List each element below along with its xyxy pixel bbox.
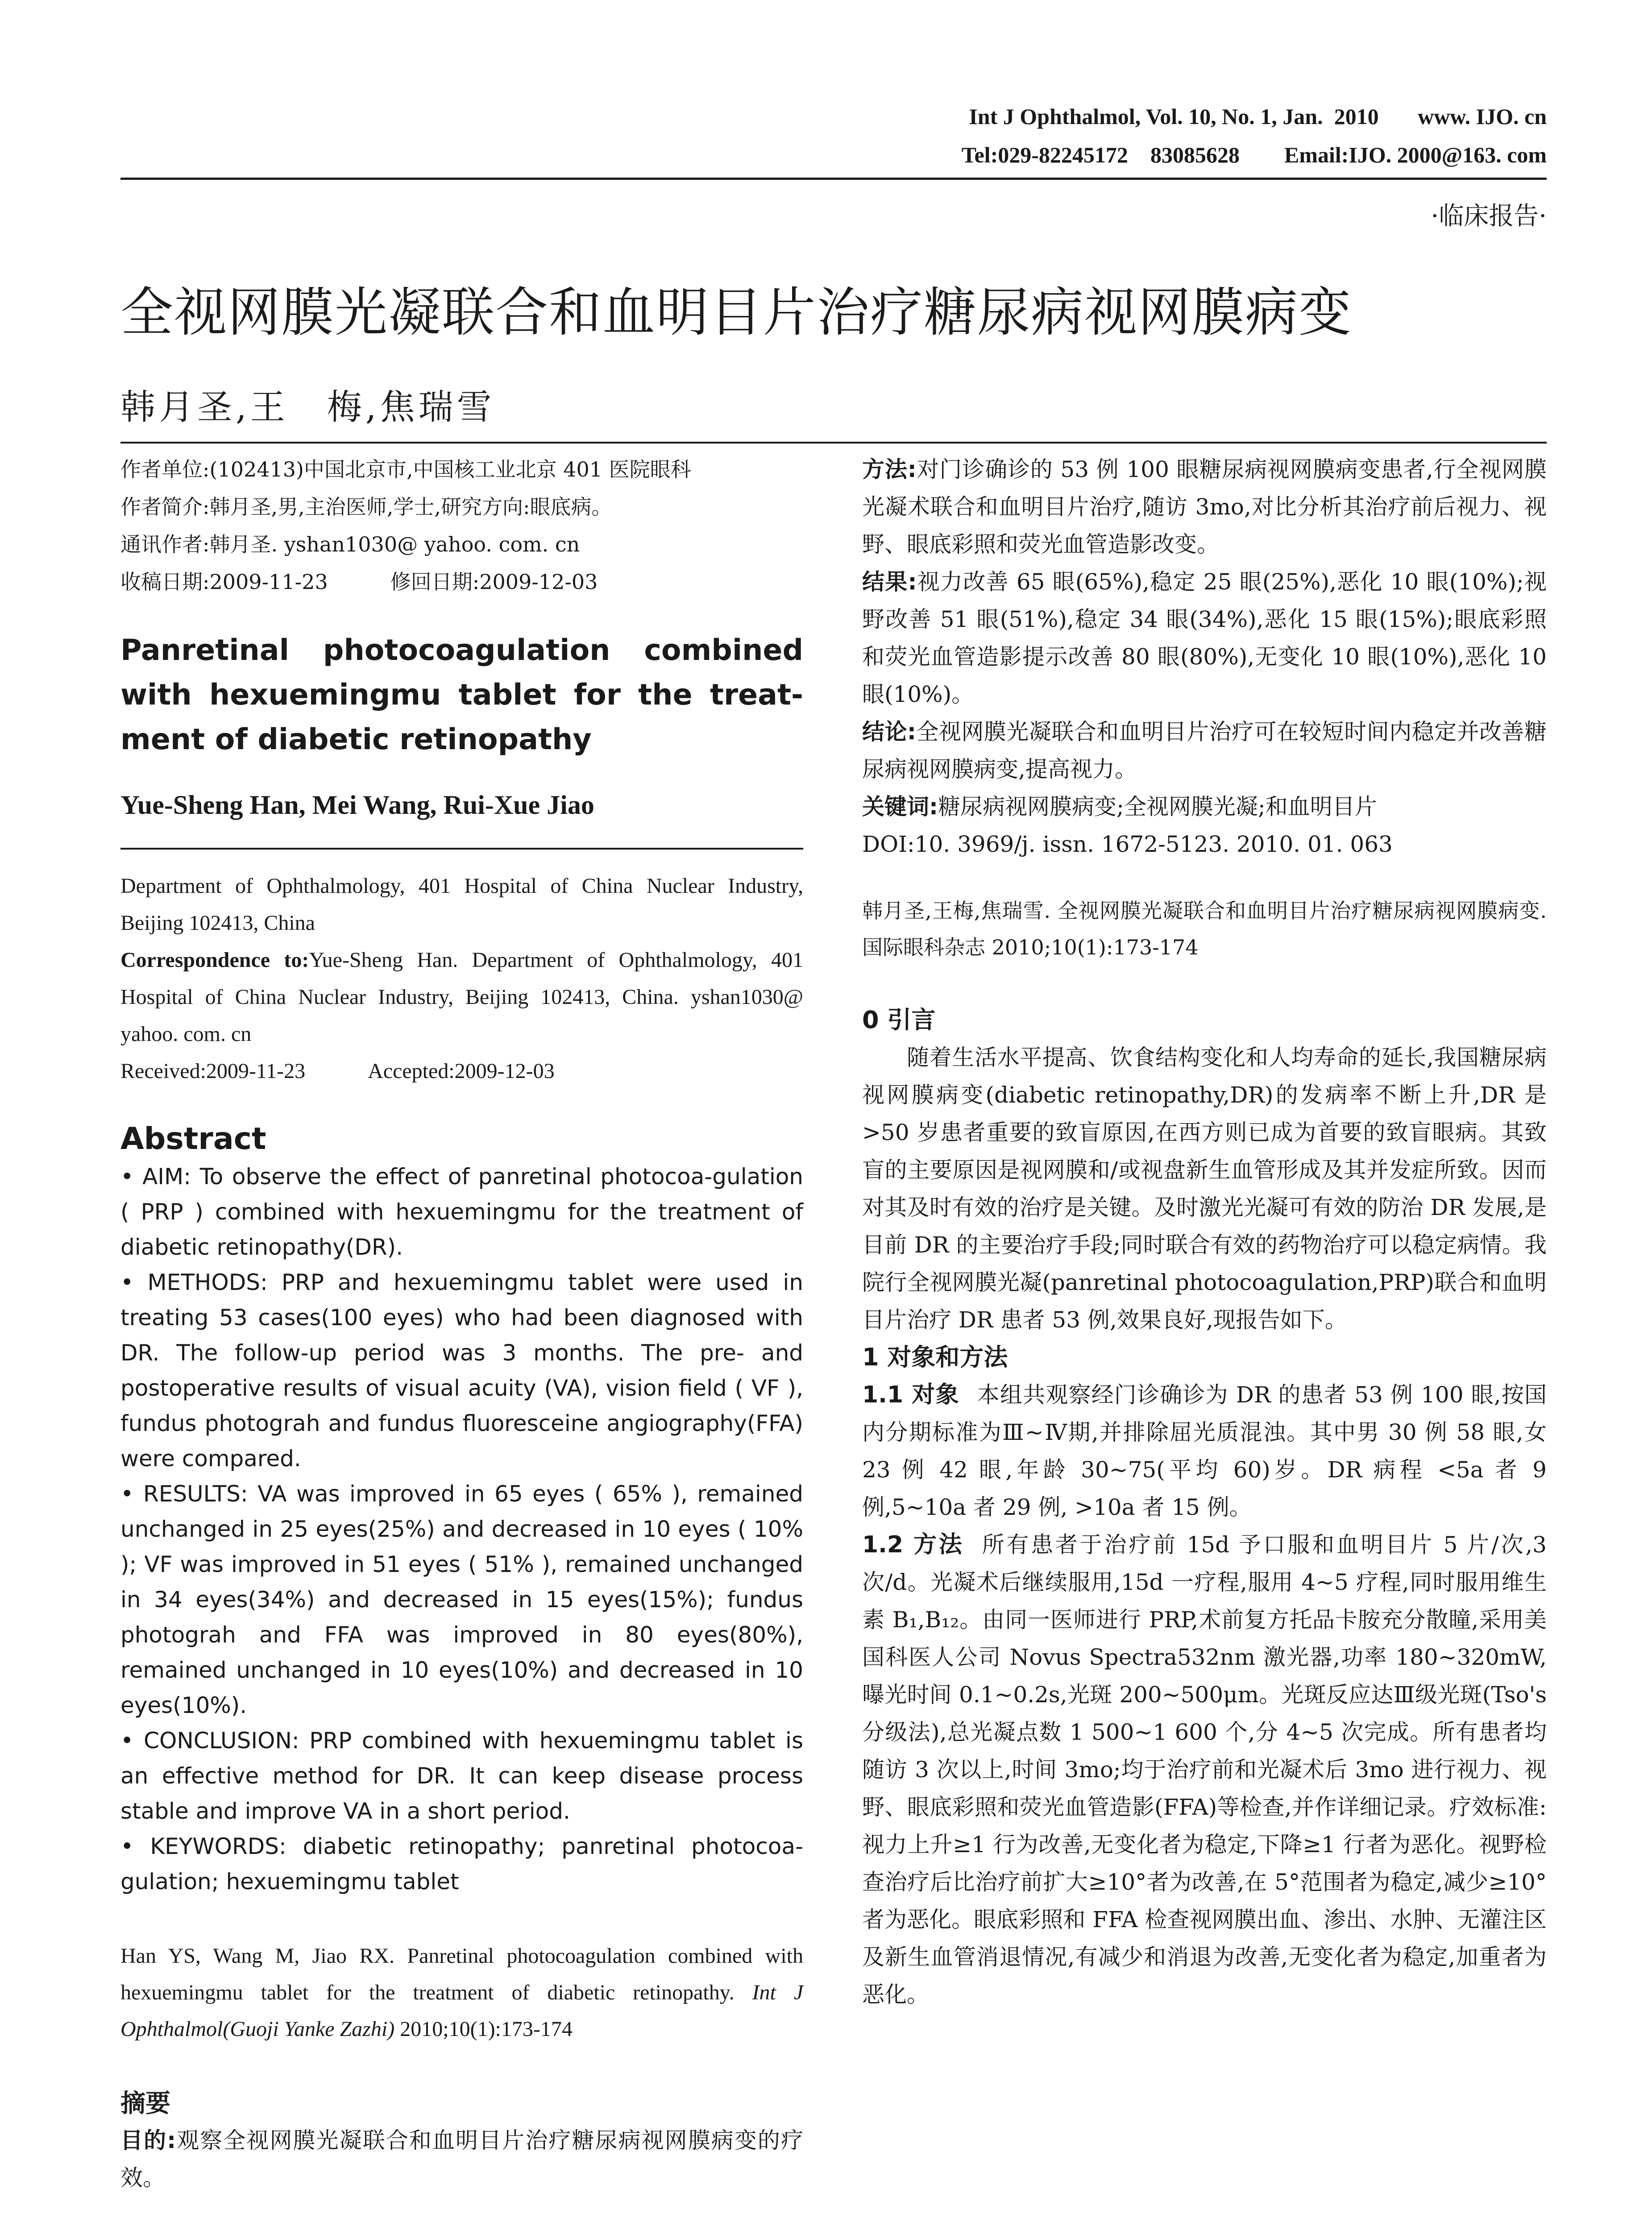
left-column xyxy=(120,451,803,2197)
citation-en-ref: 2010;10(1):173-174 xyxy=(394,2017,573,2041)
methods-subjects xyxy=(862,1376,1547,1526)
intro-paragraph: 随着生活水平提高、饮食结构变化和人均寿命的延长,我国糖尿病视网膜病变(diabetic retinopathy,DR)的发病率不断上升,DR 是 >50 岁患者重要的致盲原因,在西方则已成为首要的致盲眼病。其致盲的主要原因是视网膜和/或视盘新生血管形成及其并发症所致。因而对其及时有效的治疗是关键。及时激光光凝可有效的防治 DR 发展,是目前 DR 的主要治疗手段;同时联合有效的药物治疗可以稳定病情。我院行全视网膜光凝(panretinal photocoagulation,PRP)联合和血明目片治疗 DR 患者 53 例,效果良好,现报告如下。 xyxy=(862,1045,1547,1333)
zhaiyao-aim xyxy=(120,2122,803,2197)
affiliation-en xyxy=(120,867,803,1090)
authors-en-rule xyxy=(120,848,803,850)
abstract-heading: Abstract xyxy=(120,1121,266,1157)
methods-procedure xyxy=(862,1526,1547,2013)
abstract-aim: • AIM: To observe the effect of panretinal photocoa-gulation ( PRP ) combined with hexuemingmu for the treatment of diabetic retinopathy(DR). xyxy=(120,1164,803,1260)
abstract-methods: • METHODS: PRP and hexuemingmu tablet were used in treating 53 cases(100 eyes) who had been diagnosed with DR. The follow-up period was 3 months. The pre- and postoperative results of visual acuity (VA), vision field ( VF ), fundus photograh and fundus fluoresceine angiography(FFA) were compared. xyxy=(120,1269,803,1472)
zhaiyao-conclusion xyxy=(862,713,1547,788)
journal-header-line-2: Tel:029-82245172 83085628 Email:IJO. 2000@163. com xyxy=(961,142,1547,167)
zhaiyao-aim-text: 观察全视网膜光凝联合和血明目片治疗糖尿病视网膜病变的疗效。 xyxy=(120,2127,804,2191)
corresponding-author: 通讯作者:韩月圣. yshan1030@ yahoo. com. cn xyxy=(120,532,580,556)
affiliation-unit: 作者单位:(102413)中国北京市,中国核工业北京 401 医院眼科 xyxy=(120,457,691,481)
authors-rule xyxy=(120,442,1547,444)
zhaiyao-keywords-label: 关键词: xyxy=(862,794,938,820)
revised-date-cn: 修回日期:2009-12-03 xyxy=(390,570,598,594)
methods-heading: 1 对象和方法 xyxy=(862,1343,1008,1371)
abstract-conclusion: • CONCLUSION: PRP combined with hexuemingmu tablet is an effective method for DR. It can keep disease process stable and improve VA in a short period. xyxy=(120,1728,803,1824)
methods-subjects-label: 1.1 对象 xyxy=(862,1381,959,1408)
article-title-en xyxy=(120,628,803,762)
received-date-en: Received:2009-11-23 xyxy=(120,1059,306,1083)
affiliation-cn xyxy=(120,451,803,601)
zhaiyao-heading: 摘要 xyxy=(120,2089,170,2118)
doi: DOI:10. 3969/j. issn. 1672-5123. 2010. 01. 063 xyxy=(862,831,1393,857)
correspondence-en xyxy=(120,941,803,1053)
correspondence-label: Correspondence to: xyxy=(120,948,309,972)
header-rule xyxy=(120,178,1547,180)
zhaiyao-results-label: 结果: xyxy=(862,569,917,595)
zhaiyao-conclusion-text: 全视网膜光凝联合和血明目片治疗可在较短时间内稳定并改善糖尿病视网膜病变,提高视力。 xyxy=(862,719,1547,782)
author-bio: 作者简介:韩月圣,男,主治医师,学士,研究方向:眼底病。 xyxy=(120,495,612,519)
abstract-results: • RESULTS: VA was improved in 65 eyes ( 65% ), remained unchanged in 25 eyes(25%) and decreased in 10 eyes ( 10% ); VF was improved in 51 eyes ( 51% ), remained unchanged in 34 eyes(34%) and decreased in 15 eyes(15%); fundus photograh and FFA was improved in 80 eyes(80%), remained unchanged in 10 eyes(10%) and decreased in 10 eyes(10%). xyxy=(120,1481,803,1718)
dates-en xyxy=(120,1053,803,1090)
methods-procedure-text: 所有患者于治疗前 15d 予口服和血明目片 5 片/次,3 次/d。光凝术后继续服用,15d 一疗程,服用 4~5 疗程,同时服用维生素 B₁,B₁₂。由同一医师进行 PRP,术前复方托品卡胺充分散瞳,采用美国科医人公司 Novus Spectra532nm 激光器,功率 180~320mW,曝光时间 0.1~0.2s,光斑 200~500μm。光斑反应达Ⅲ级光斑(Tso's 分级法),总光凝点数 1 500~1 600 个,分 4~5 次完成。所有患者均随访 3 次以上,时间 3mo;均于治疗前和光凝术后 3mo 进行视力、视野、眼底彩照和荧光血管造影(FFA)等检查,并作详细记录。疗效标准:视力上升≥1 行为改善,无变化者为稳定,下降≥1 行者为恶化。视野检查治疗后比治疗前扩大≥10°者为改善,在 5°范围者为稳定,减少≥10°者为恶化。眼底彩照和 FFA 检查视网膜出血、渗出、水肿、无灌注区及新生血管消退情况,有减少和消退为改善,无变化者为稳定,加重者为恶化。 xyxy=(862,1532,1547,2007)
article-title-cn: 全视网膜光凝联合和血明目片治疗糖尿病视网膜病变 xyxy=(120,282,1353,343)
section-tag: ·临床报告· xyxy=(1431,202,1547,231)
intro-heading: 0 引言 xyxy=(862,1006,936,1034)
methods-procedure-label: 1.2 方法 xyxy=(862,1531,964,1558)
received-date-cn: 收稿日期:2009-11-23 xyxy=(120,570,328,594)
zhaiyao-results-text: 视力改善 65 眼(65%),稳定 25 眼(25%),恶化 10 眼(10%);视野改善 51 眼(51%),稳定 34 眼(34%),恶化 15 眼(15%);眼底彩照和荧光血管造影提示改善 80 眼(80%),无变化 10 眼(10%),恶化 10 眼(10%)。 xyxy=(862,569,1547,707)
methods-subjects-text: 本组共观察经门诊确诊为 DR 的患者 53 例 100 眼,按国内分期标准为Ⅲ~Ⅳ期,并排除屈光质混浊。其中男 30 例 58 眼,女 23 例 42 眼,年龄 30~75(平均 60)岁。DR 病程 <5a 者 9 例,5~10a 者 29 例, >10a 者 15 例。 xyxy=(862,1382,1547,1520)
zhaiyao-methods xyxy=(862,451,1547,563)
abstract-keywords: • KEYWORDS: diabetic retinopathy; panretinal photocoa-gulation; hexuemingmu tablet xyxy=(120,1833,803,1895)
zhaiyao-methods-label: 方法: xyxy=(862,456,917,482)
zhaiyao-conclusion-label: 结论: xyxy=(862,719,916,745)
title-en-line-2: with hexuemingmu tablet for the treat- xyxy=(120,678,803,712)
citation-en xyxy=(120,1938,803,2048)
right-column xyxy=(862,451,1547,2013)
citation-en-journal: Int J Ophthalmol(Guoji Yanke Zazhi) xyxy=(120,1981,804,2041)
authors-en: Yue-Sheng Han, Mei Wang, Rui-Xue Jiao xyxy=(120,790,594,820)
zhaiyao-keywords xyxy=(862,788,1547,825)
department-en: Department of Ophthalmology, 401 Hospital of China Nuclear Industry, Beijing 102413, China xyxy=(120,874,803,935)
zhaiyao-results xyxy=(862,563,1547,713)
citation-cn: 韩月圣,王梅,焦瑞雪. 全视网膜光凝联合和血明目片治疗糖尿病视网膜病变. 国际眼科杂志 2010;10(1):173-174 xyxy=(862,899,1547,959)
zhaiyao-aim-label: 目的: xyxy=(120,2127,176,2153)
dates-cn xyxy=(120,563,803,601)
accepted-date-en: Accepted:2009-12-03 xyxy=(368,1059,555,1083)
correspondence-text: Yue-Sheng Han. Department of Ophthalmology, 401 Hospital of China Nuclear Industry, Beijing 102413, China. yshan1030@ yahoo. com. cn xyxy=(120,948,803,1046)
title-en-line-3: ment of diabetic retinopathy xyxy=(120,723,592,756)
title-en-line-1: Panretinal photocoagulation combined xyxy=(120,634,803,667)
zhaiyao-keywords-text: 糖尿病视网膜病变;全视网膜光凝;和血明目片 xyxy=(938,794,1377,820)
journal-header-line-1: Int J Ophthalmol, Vol. 10, No. 1, Jan. 2010 www. IJO. cn xyxy=(969,104,1547,129)
citation-en-text: Han YS, Wang M, Jiao RX. Panretinal photocoagulation combined with hexuemingmu tablet for the treatment of diabetic retinopathy. xyxy=(120,1944,803,2004)
zhaiyao-methods-text: 对门诊确诊的 53 例 100 眼糖尿病视网膜病变患者,行全视网膜光凝术联合和血明目片治疗,随访 3mo,对比分析其治疗前后视力、视野、眼底彩照和荧光血管造影改变。 xyxy=(862,456,1547,557)
authors-cn: 韩月圣,王 梅,焦瑞雪 xyxy=(120,387,495,427)
